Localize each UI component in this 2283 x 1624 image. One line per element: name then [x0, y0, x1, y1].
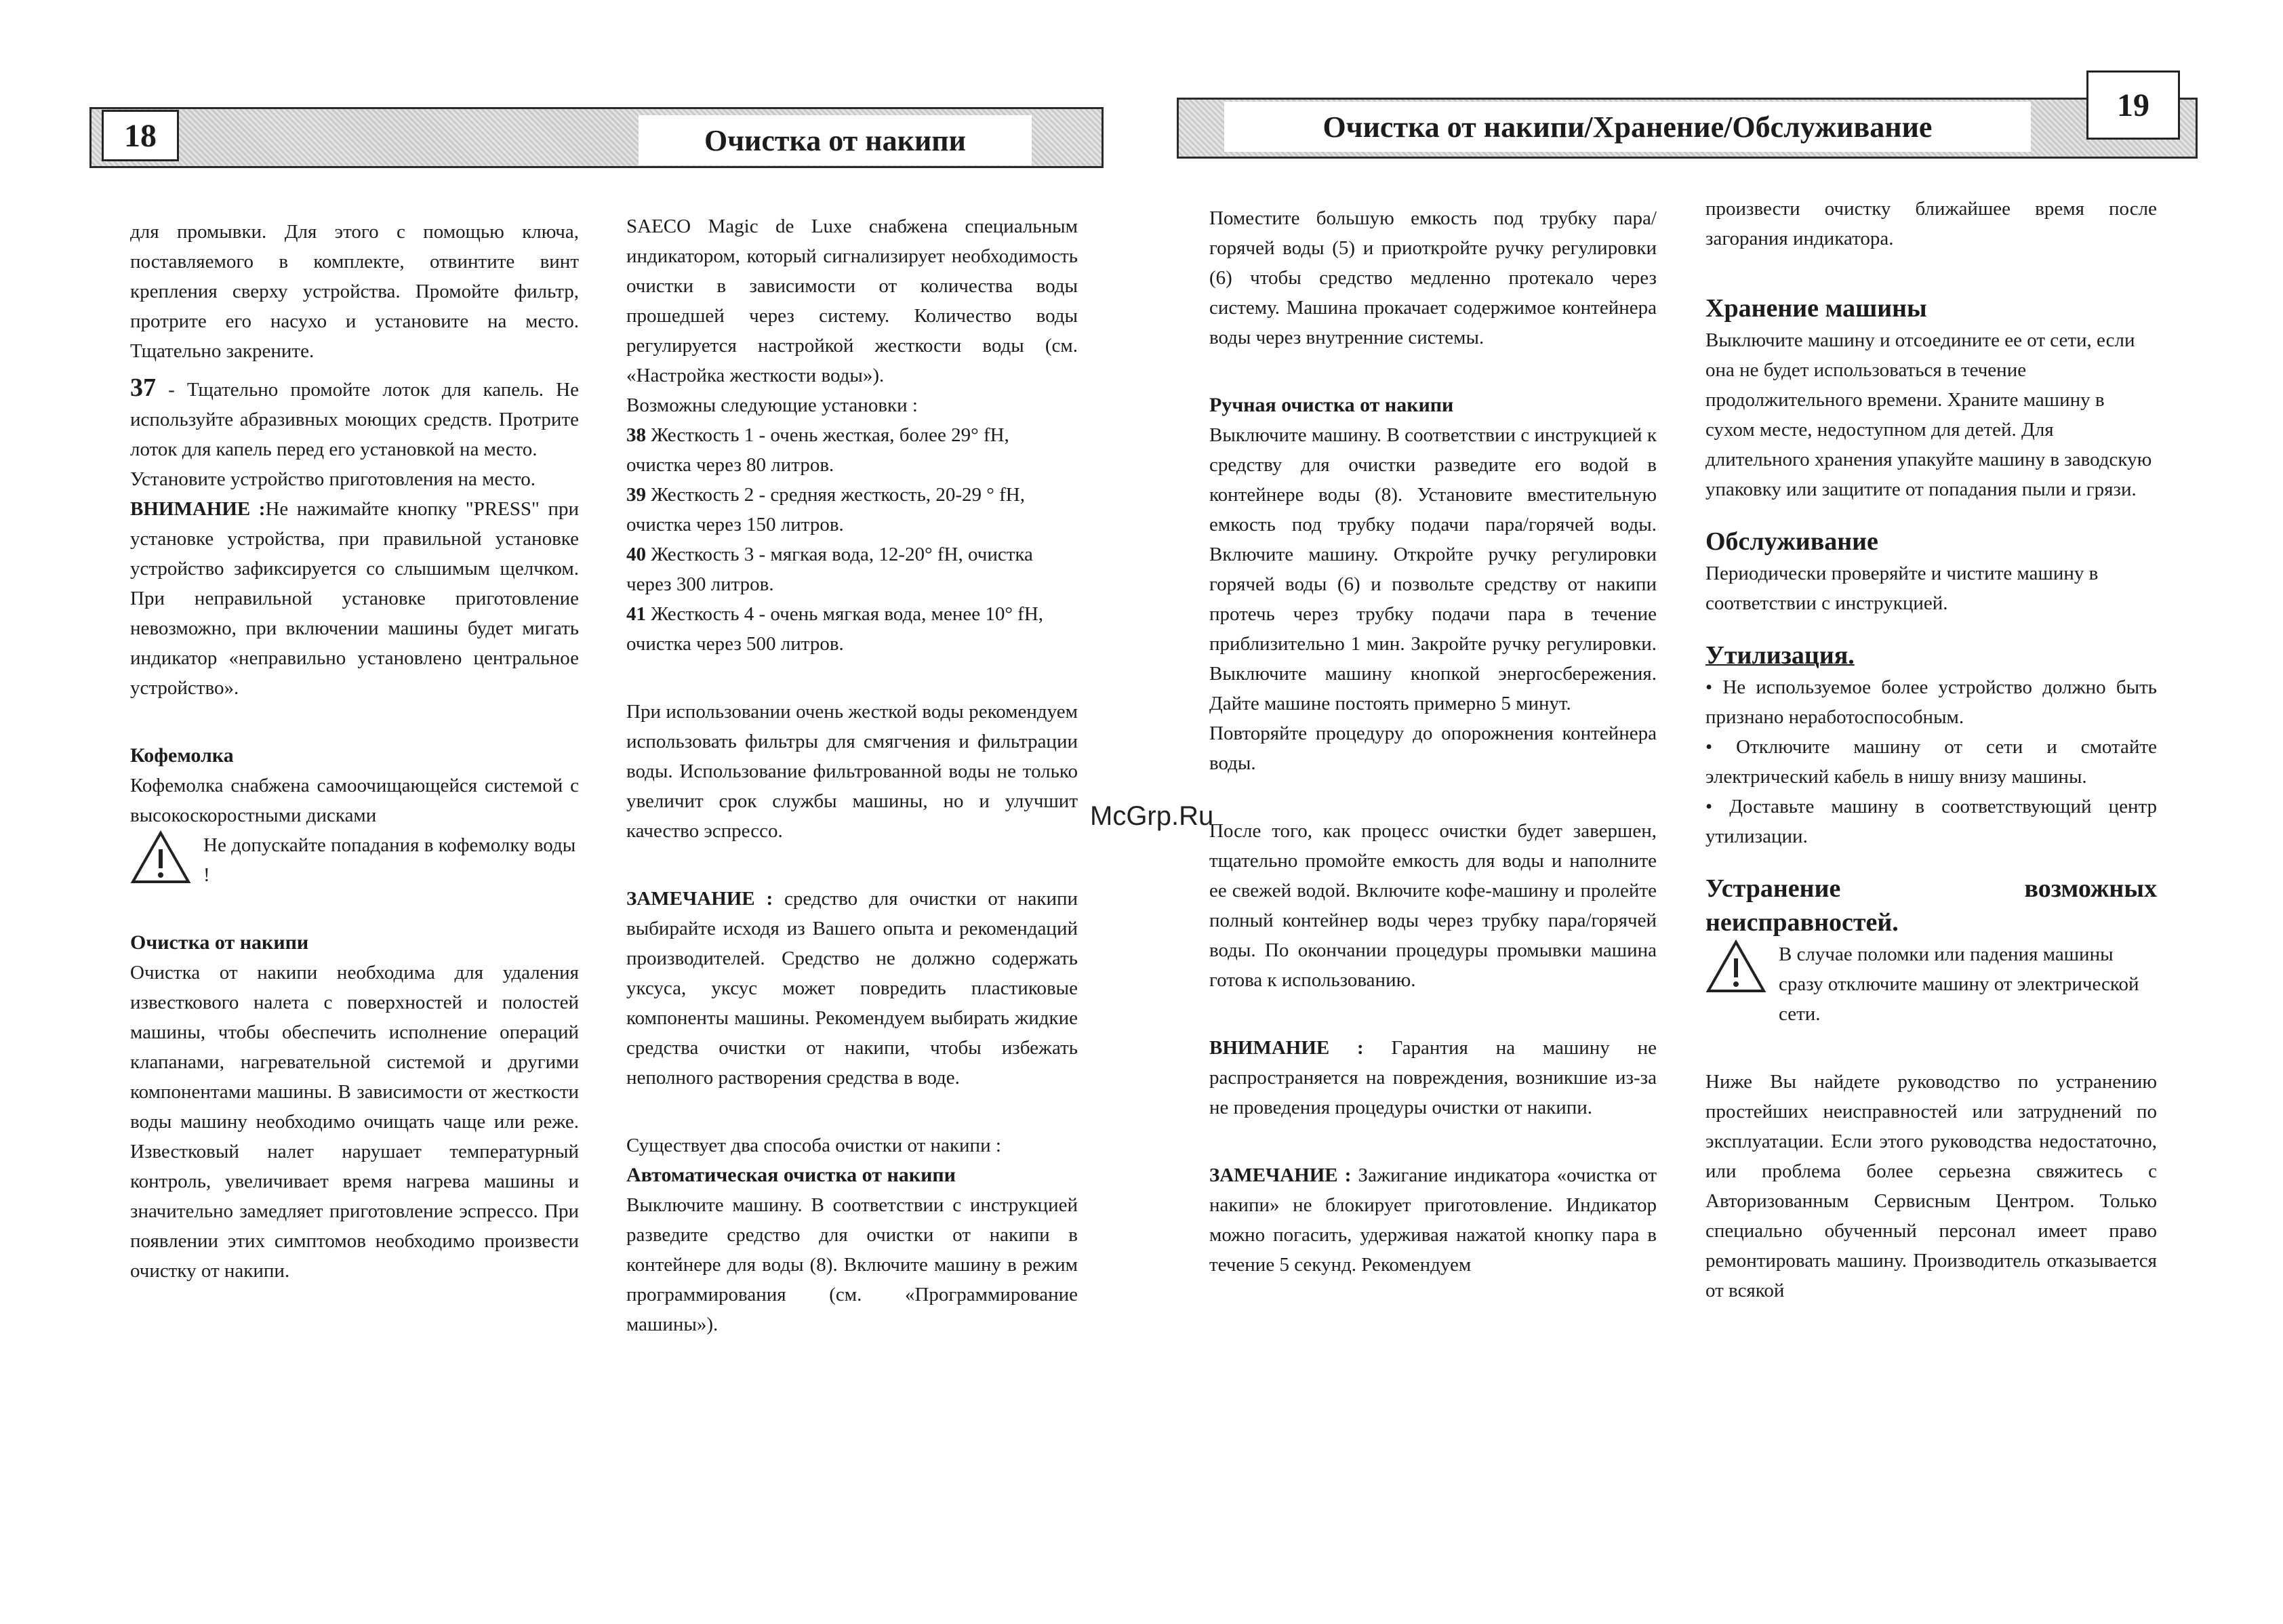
setting-text: Жесткость 1 - очень жесткая, более 29° fH, очистка через 80 литров. [626, 424, 1009, 476]
paragraph: SAECO Magic de Luxe снабжена специальным индикатором, который сигнализирует необходимость очистки в зависимости от количества воды прошедшей через систему. Количество воды регулируется настройкой жесткости воды (см. «Настройка жесткости воды»). [626, 216, 1078, 386]
grinder-warning [130, 830, 579, 890]
paragraph: Ниже Вы найдете руководство по устранению простейших неисправностей или затруднений по эксплуатации. Если этого руководства недостаточно, или проблема более серьезна свяжитесь с Авторизованным Сервисным Центром. Только специально обученный персонал имеет право ремонтировать машину. Производитель отказывается от всякой [1705, 1071, 2157, 1301]
right-column-2 [1705, 194, 2157, 1305]
note-text: Зажигание индикатора «очистка от накипи» не блокирует приготовление. Индикатор можно погасить, удерживая нажатой кнопку пара в течение 5 секунд. Рекомендуем [1209, 1164, 1657, 1276]
service-heading: Обслуживание [1705, 527, 1878, 556]
warning-text: Не допускайте попадания в кофемолку воды ! [203, 834, 576, 886]
paragraph: Возможны следующие установки : [626, 394, 918, 416]
watermark: McGrp.Ru [1090, 801, 1214, 831]
disposal-list [1705, 672, 2157, 851]
list-item: • Не используемое более устройство должно быть признано неработоспособным. [1705, 676, 2157, 728]
note-paragraph [1209, 1160, 1657, 1280]
paragraph: произвести очистку ближайшее время после загорания индикатора. [1705, 198, 2157, 249]
setting-item [626, 599, 1078, 659]
troubleshooting-heading: Устранение возможных неисправностей. [1705, 874, 2157, 937]
disposal-heading: Утилизация. [1705, 641, 1855, 670]
setting-text: Жесткость 4 - очень мягкая вода, менее 10° fH, очистка через 500 литров. [626, 603, 1044, 655]
manual-descale-heading: Ручная очистка от накипи [1209, 394, 1454, 416]
storage-heading: Хранение машины [1705, 294, 1927, 323]
step-text: - Тщательно промойте лоток для капель. Не используйте абразивных моющих средств. Протрите лоток для капель перед его установкой на место. [130, 379, 579, 460]
paragraph: Выключите машину. В соответствии с инструкцией разведите средство для очистки от накипи в контейнере для воды (8). Включите машину в режим программирования (см. «Программирование машины»). [626, 1194, 1078, 1335]
warning-label: ВНИМАНИЕ : [1209, 1037, 1364, 1059]
paragraph: Установите устройство приготовления на место. [130, 468, 536, 490]
warning-text: Не нажимайте кнопку "PRESS" при установке устройства, при правильной установке устройство зафиксируется со слышимым щелчком. При неправильной установке приготовление невозможно, при включении машины будет мигать индикатор «неправильно установлено центральное устройство». [130, 498, 579, 699]
setting-text: Жесткость 2 - средняя жесткость, 20-29 ° fH, очистка через 150 литров. [626, 484, 1025, 535]
warning-label: ВНИМАНИЕ : [130, 498, 266, 520]
paragraph: Выключите машину и отсоедините ее от сети, если она не будет использоваться в течение продолжительного времени. Храните машину в сухом месте, недоступном для детей. Для длительного хранения упакуйте машину в заводскую упаковку или защитите от попадания пыли и грязи. [1705, 329, 2152, 500]
right-column-1 [1209, 203, 1657, 1280]
setting-number: 38 [626, 424, 646, 446]
warning-text: Гарантия на машину не распространяется на повреждения, возникшие из-за не проведения процедуры очистки от накипи. [1209, 1037, 1657, 1118]
warning-triangle-icon [1705, 939, 1766, 994]
paragraph: Кофемолка снабжена самоочищающейся системой с высокоскоростными дисками [130, 775, 579, 826]
setting-item [626, 420, 1078, 480]
paragraph: Повторяйте процедуру до опорожнения контейнера воды. [1209, 723, 1657, 774]
warning-triangle-icon [130, 830, 191, 885]
troubleshooting-warning [1705, 939, 2157, 1029]
setting-text: Жесткость 3 - мягкая вода, 12-20° fH, очистка через 300 литров. [626, 544, 1033, 595]
note-paragraph [626, 884, 1078, 1093]
paragraph: При использовании очень жесткой воды рекомендуем использовать фильтры для смягчения и фильтрации воды. Использование фильтрованной воды не только увеличит срок службы машины, но и улучшит качество эспрессо. [626, 701, 1078, 842]
paragraph: Очистка от накипи необходима для удаления известкового налета с поверхностей и полостей машины, чтобы обеспечить исполнение операций клапанами, нагревательной системой и другими компонентами машины. В зависимости от жесткости воды машину необходимо очищать чаще или реже. Известковый налет нарушает температурный контроль, увеличивает время нагрева машины и значительно замедляет приготовление эспрессо. При появлении этих симптомов необходимо произвести очистку от накипи. [130, 962, 579, 1282]
grinder-heading: Кофемолка [130, 744, 234, 767]
left-column-2 [626, 211, 1078, 1339]
list-item: • Отключите машину от сети и смотайте электрический кабель в нишу внизу машины. [1705, 736, 2157, 788]
left-page-title: Очистка от накипи [639, 115, 1032, 165]
setting-number: 41 [626, 603, 646, 625]
paragraph: Периодически проверяйте и чистите машину в соответствии с инструкцией. [1705, 563, 2099, 614]
paragraph: Выключите машину. В соответствии с инструкцией к средству для очистки разведите его водой в контейнере воды (8). Установите вместительную емкость под трубку подачи пара/горячей воды. Включите машину. Откройте ручку регулировки горячей воды (6) и позвольте средству от накипи протечь через трубку подачи пара в течение приблизительно 1 мин. Закройте ручку регулировки. Выключите машину кнопкой энергосбережения. Дайте машине постоять примерно 5 минут. [1209, 424, 1657, 714]
paragraph: для промывки. Для этого с помощью ключа, поставляемого в комплекте, отвинтите винт крепления сверху устройства. Промойте фильтр, протрите его насухо и установите на место. Тщательно закрените. [130, 221, 579, 362]
right-page-number: 19 [2086, 70, 2180, 140]
setting-number: 39 [626, 484, 646, 506]
left-page-number: 18 [102, 110, 179, 161]
left-column-1 [130, 217, 579, 1286]
warning-text: В случае поломки или падения машины сразу отключите машину от электрической сети. [1779, 943, 2139, 1025]
descale-heading: Очистка от накипи [130, 931, 309, 954]
right-page-title: Очистка от накипи/Хранение/Обслуживание [1224, 102, 2031, 152]
setting-number: 40 [626, 544, 646, 565]
note-label: ЗАМЕЧАНИЕ : [1209, 1164, 1352, 1186]
note-text: средство для очистки от накипи выбирайте исходя из Вашего опыта и рекомендаций производителей. Средство не должно содержать уксуса, уксус может повредить пластиковые компоненты машины. Рекомендуем выбирать жидкие средства очистки от накипи, чтобы избежать неполного растворения средства в воде. [626, 888, 1078, 1089]
step-number: 37 [130, 373, 156, 402]
setting-item [626, 540, 1078, 599]
paragraph [130, 373, 579, 464]
warning-paragraph [130, 494, 579, 703]
auto-descale-heading: Автоматическая очистка от накипи [626, 1164, 956, 1186]
paragraph: Поместите большую емкость под трубку пара/горячей воды (5) и приоткройте ручку регулировки (6) чтобы средство медленно протекало через систему. Машина прокачает содержимое контейнера воды через внутренние системы. [1209, 207, 1657, 348]
paragraph: После того, как процесс очистки будет завершен, тщательно промойте емкость для воды и наполните ее свежей водой. Включите кофе-машину и пролейте полный контейнер воды через трубку пара/горячей воды. По окончании процедуры промывки машина готова к использованию. [1209, 820, 1657, 991]
warning-paragraph [1209, 1033, 1657, 1122]
list-item: • Доставьте машину в соответствующий центр утилизации. [1705, 796, 2157, 847]
setting-item [626, 480, 1078, 540]
paragraph: Существует два способа очистки от накипи : [626, 1135, 1001, 1156]
note-label: ЗАМЕЧАНИЕ : [626, 888, 773, 910]
